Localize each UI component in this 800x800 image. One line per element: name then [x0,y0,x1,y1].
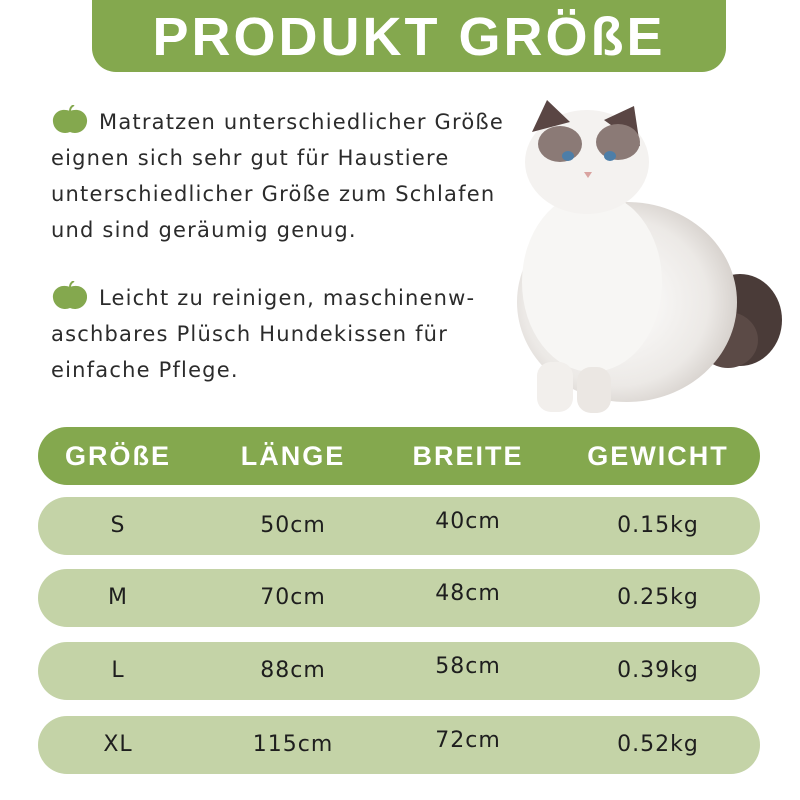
cell-length: 70cm [260,585,326,610]
page-title: PRODUKT GRÖßE [152,7,666,67]
cell-width: 40cm [435,509,501,534]
size-table-header [38,427,760,485]
header-length: LÄNGE [240,441,346,471]
feature-paragraph-2 [51,280,511,388]
cell-length: 115cm [252,732,334,757]
cell-width: 72cm [435,728,501,753]
cell-size: L [111,658,125,683]
cell-weight: 0.39kg [617,658,699,683]
header-size: GRÖßE [64,441,171,471]
feature-text-2: Leicht zu reinigen, maschinenw-aschbares Plüsch Hundekissen für einfache Pflege. [51,286,476,382]
cell-weight: 0.52kg [617,732,699,757]
cat-photo [492,92,792,422]
cell-length: 50cm [260,513,326,538]
cell-size: M [108,585,128,610]
header-weight: GEWICHT [587,441,729,471]
feature-text-1: Matratzen unterschiedlicher Größe eignen sich sehr gut für Haustiere unterschiedlicher Größe zum Schlafen und sind geräumig genug. [51,110,504,242]
table-row [38,716,760,774]
table-row [38,569,760,627]
cell-weight: 0.25kg [617,585,699,610]
title-banner [92,0,726,72]
feature-paragraph-1 [51,104,511,248]
table-row [38,642,760,700]
header-width: BREITE [412,441,524,471]
apple-leaf-icon [51,105,89,135]
cell-length: 88cm [260,658,326,683]
cell-width: 58cm [435,654,501,679]
cell-width: 48cm [435,581,501,606]
table-row [38,497,760,555]
apple-leaf-icon [51,281,89,311]
cell-size: XL [103,732,133,757]
cell-size: S [110,513,126,538]
cell-weight: 0.15kg [617,513,699,538]
